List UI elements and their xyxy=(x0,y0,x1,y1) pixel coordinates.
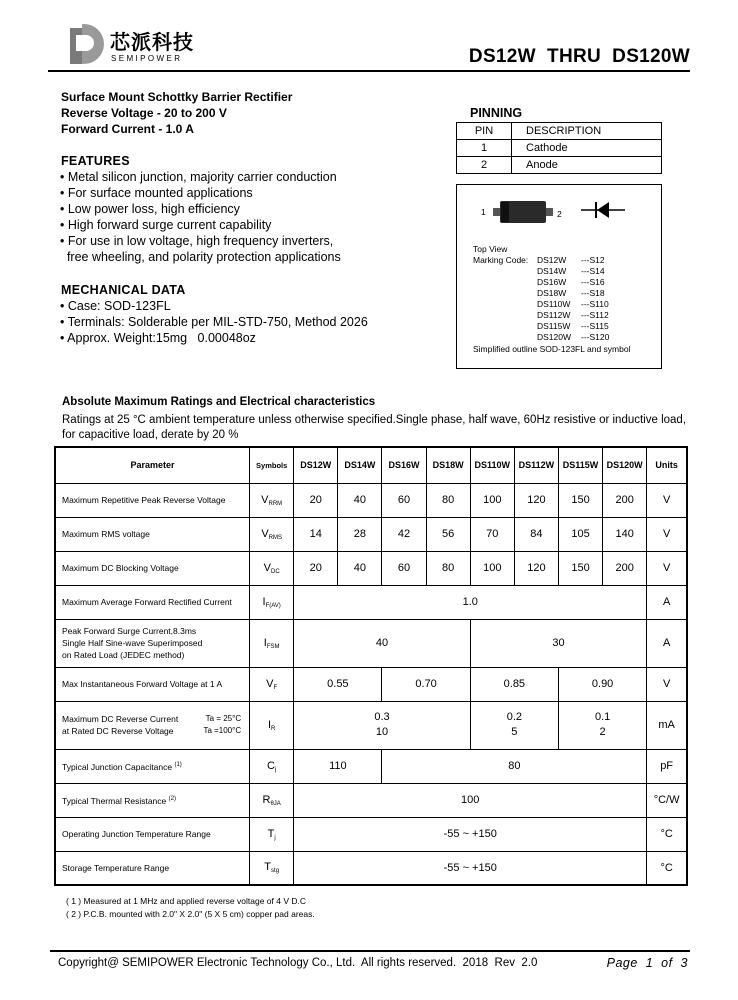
unit-cell: mA xyxy=(647,701,687,749)
marking-code: ---S18 xyxy=(581,288,605,298)
value-cell: 56 xyxy=(426,517,470,551)
table-row xyxy=(55,667,687,701)
value-cell: 0.85 xyxy=(470,667,558,701)
desc-col-header: DESCRIPTION xyxy=(512,123,662,140)
package-outline-box xyxy=(456,184,662,369)
value-cell: 200 xyxy=(603,551,647,585)
marking-part: DS110W xyxy=(537,299,571,309)
value-cell: 60 xyxy=(382,551,426,585)
copyright-text: Copyright@ SEMIPOWER Electronic Technology Co., Ltd. All rights reserved. 2018 Rev 2.0 xyxy=(58,957,538,969)
value-cell: 110 xyxy=(294,749,382,783)
value-cell: 20 xyxy=(294,551,338,585)
intro-line-1: Surface Mount Schottky Barrier Rectifier xyxy=(61,90,293,104)
param-cell: Operating Junction Temperature Range xyxy=(55,817,250,851)
value-cell: 1.0 xyxy=(294,585,647,619)
mechanical-item: • Approx. Weight:15mg 0.00048oz xyxy=(60,331,256,345)
pin-description: Cathode xyxy=(512,140,662,157)
value-cell: 0.1 2 xyxy=(558,701,646,749)
value-cell: -55 ~ +150 xyxy=(294,817,647,851)
marking-part: DS115W xyxy=(537,321,571,331)
value-cell: 28 xyxy=(338,517,382,551)
param-cell: Maximum Repetitive Peak Reverse Voltage xyxy=(55,483,250,517)
feature-item: • For surface mounted applications xyxy=(60,186,253,200)
symbol-cell: $V_F$ xyxy=(250,667,294,701)
intro-line-3: Forward Current - 1.0 A xyxy=(61,122,194,136)
table-row xyxy=(457,140,662,157)
feature-item: • Metal silicon junction, majority carrier conduction xyxy=(60,170,337,184)
header-part: DS12W xyxy=(294,447,338,483)
marking-part: DS12W xyxy=(537,255,567,265)
package-caption: Simplified outline SOD-123FL and symbol xyxy=(473,344,631,354)
marking-part: DS112W xyxy=(537,310,571,320)
company-logo xyxy=(62,22,212,68)
pin2-label: 2 xyxy=(557,209,562,219)
feature-item: • Low power loss, high efficiency xyxy=(60,202,240,216)
marking-code-label: Marking Code: xyxy=(473,255,529,265)
footnote: ( 2 ) P.C.B. mounted with 2.0" X 2.0" (5 X 5 cm) copper pad areas. xyxy=(66,909,315,919)
value-cell: 120 xyxy=(514,551,558,585)
top-view-label: Top View xyxy=(473,244,508,254)
value-cell: 0.55 xyxy=(294,667,382,701)
unit-cell: pF xyxy=(647,749,687,783)
pin1-label: 1 xyxy=(481,207,486,217)
marking-code: ---S115 xyxy=(581,321,609,331)
value-cell: 120 xyxy=(514,483,558,517)
value-cell: 20 xyxy=(294,483,338,517)
marking-code: ---S110 xyxy=(581,299,609,309)
header-part: DS115W xyxy=(558,447,602,483)
marking-part: DS14W xyxy=(537,266,567,276)
footnote: ( 1 ) Measured at 1 MHz and applied reverse voltage of 4 V D.C xyxy=(66,896,307,906)
value-cell: 40 xyxy=(338,551,382,585)
symbol-cell: $V_{RMS}$ xyxy=(250,517,294,551)
value-cell: 70 xyxy=(470,517,514,551)
marking-code: ---S112 xyxy=(581,310,609,320)
mechanical-item: • Terminals: Solderable per MIL-STD-750, Method 2026 xyxy=(60,315,368,329)
value-cell: 105 xyxy=(558,517,602,551)
table-row xyxy=(55,585,687,619)
unit-cell: V xyxy=(647,483,687,517)
symbol-cell: $I_R$ xyxy=(250,701,294,749)
value-cell: 150 xyxy=(558,483,602,517)
header-symbols: Symbols xyxy=(250,447,294,483)
param-cell: Maximum DC Reverse Current Ta = 25°C at Rated DC Reverse Voltage Ta =100°C xyxy=(55,701,250,749)
header-part: DS112W xyxy=(514,447,558,483)
value-cell: 200 xyxy=(603,483,647,517)
table-row xyxy=(55,517,687,551)
table-row xyxy=(55,783,687,817)
marking-part: DS16W xyxy=(537,277,567,287)
value-cell: 150 xyxy=(558,551,602,585)
value-cell: 140 xyxy=(603,517,647,551)
param-cell: Typical Junction Capacitance $^{(1)}$ xyxy=(55,749,250,783)
value-cell: 60 xyxy=(382,483,426,517)
semipower-logo-icon xyxy=(62,22,106,66)
unit-cell: A xyxy=(647,619,687,667)
value-cell: 100 xyxy=(470,551,514,585)
value-cell: 40 xyxy=(338,483,382,517)
value-cell: 80 xyxy=(382,749,647,783)
unit-cell: V xyxy=(647,667,687,701)
company-name-en: SEMIPOWER xyxy=(111,54,183,63)
feature-item: free wheeling, and polarity protection applications xyxy=(60,250,341,264)
value-cell: 84 xyxy=(514,517,558,551)
pin-number: 1 xyxy=(457,140,512,157)
header-part: DS18W xyxy=(426,447,470,483)
value-cell: 14 xyxy=(294,517,338,551)
ratings-heading: Absolute Maximum Ratings and Electrical characteristics xyxy=(62,396,376,408)
header-part: DS120W xyxy=(603,447,647,483)
value-cell: -55 ~ +150 xyxy=(294,851,647,885)
unit-cell: °C/W xyxy=(647,783,687,817)
table-row xyxy=(55,701,687,749)
marking-code: ---S120 xyxy=(581,332,610,342)
header-units: Units xyxy=(647,447,687,483)
mechanical-item: • Case: SOD-123FL xyxy=(60,299,171,313)
value-cell: 0.70 xyxy=(382,667,470,701)
param-cell: Typical Thermal Resistance $^{(2)}$ xyxy=(55,783,250,817)
param-cell: Peak Forward Surge Current,8.3ms Single Half Sine-wave Superimposed on Rated Load (JEDEC method) xyxy=(55,619,250,667)
pin-description: Anode xyxy=(512,157,662,174)
table-row xyxy=(457,123,662,140)
marking-code: ---S12 xyxy=(581,255,605,265)
table-row xyxy=(55,619,687,667)
table-row xyxy=(55,551,687,585)
feature-item: • For use in low voltage, high frequency inverters, xyxy=(60,234,334,248)
feature-item: • High forward surge current capability xyxy=(60,218,272,232)
ratings-note: for capacitive load, derate by 20 % xyxy=(62,429,239,441)
header-part: DS16W xyxy=(382,447,426,483)
table-row xyxy=(55,817,687,851)
marking-part: DS18W xyxy=(537,288,567,298)
symbol-cell: $I_{FSM}$ xyxy=(250,619,294,667)
value-cell: 0.2 5 xyxy=(470,701,558,749)
pin-number: 2 xyxy=(457,157,512,174)
value-cell: 80 xyxy=(426,483,470,517)
marking-part: DS120W xyxy=(537,332,572,342)
header-divider xyxy=(48,70,690,72)
unit-cell: °C xyxy=(647,817,687,851)
param-cell: Maximum RMS voltage xyxy=(55,517,250,551)
symbol-cell: $V_{DC}$ xyxy=(250,551,294,585)
marking-code: ---S16 xyxy=(581,277,605,287)
intro-line-2: Reverse Voltage - 20 to 200 V xyxy=(61,106,227,120)
diode-symbol-icon xyxy=(581,199,625,221)
symbol-cell: $V_{RRM}$ xyxy=(250,483,294,517)
param-cell: Storage Temperature Range xyxy=(55,851,250,885)
sod123fl-package-icon xyxy=(493,199,553,225)
features-heading: FEATURES xyxy=(61,154,130,168)
value-cell: 40 xyxy=(294,619,471,667)
pinning-heading: PINNING xyxy=(470,106,523,120)
value-cell: 42 xyxy=(382,517,426,551)
header-part: DS14W xyxy=(338,447,382,483)
company-name-cn: 芯派科技 xyxy=(110,30,194,54)
param-cell: Max Instantaneous Forward Voltage at 1 A xyxy=(55,667,250,701)
symbol-cell: $T_{stg}$ xyxy=(250,851,294,885)
page-number: Page 1 of 3 xyxy=(606,956,688,970)
unit-cell: °C xyxy=(647,851,687,885)
marking-code: ---S14 xyxy=(581,266,605,276)
table-header-row xyxy=(55,447,687,483)
ratings-table xyxy=(54,446,688,886)
table-row xyxy=(55,483,687,517)
ratings-note: Ratings at 25 °C ambient temperature unless otherwise specified.Single phase, half wave, 60Hz resistive or inductive load, xyxy=(62,414,687,426)
value-cell: 100 xyxy=(294,783,647,817)
footer-divider xyxy=(50,950,690,952)
param-cell: Maximum Average Forward Rectified Current xyxy=(55,585,250,619)
unit-cell: V xyxy=(647,517,687,551)
table-row xyxy=(55,749,687,783)
symbol-cell: $T_j$ xyxy=(250,817,294,851)
mechanical-heading: MECHANICAL DATA xyxy=(61,283,186,297)
symbol-cell: $R_{\theta JA}$ xyxy=(250,783,294,817)
symbol-cell: $I_{F(AV)}$ xyxy=(250,585,294,619)
unit-cell: V xyxy=(647,551,687,585)
table-row xyxy=(457,157,662,174)
document-title: DS12W THRU DS120W xyxy=(468,46,690,67)
value-cell: 100 xyxy=(470,483,514,517)
table-row xyxy=(55,851,687,885)
header-parameter: Parameter xyxy=(55,447,250,483)
symbol-cell: $C_j$ xyxy=(250,749,294,783)
header-part: DS110W xyxy=(470,447,514,483)
pinning-table xyxy=(456,122,662,174)
param-cell: Maximum DC Blocking Voltage xyxy=(55,551,250,585)
value-cell: 30 xyxy=(470,619,647,667)
pin-col-header: PIN xyxy=(457,123,512,140)
value-cell: 0.90 xyxy=(558,667,646,701)
value-cell: 0.3 10 xyxy=(294,701,471,749)
unit-cell: A xyxy=(647,585,687,619)
value-cell: 80 xyxy=(426,551,470,585)
